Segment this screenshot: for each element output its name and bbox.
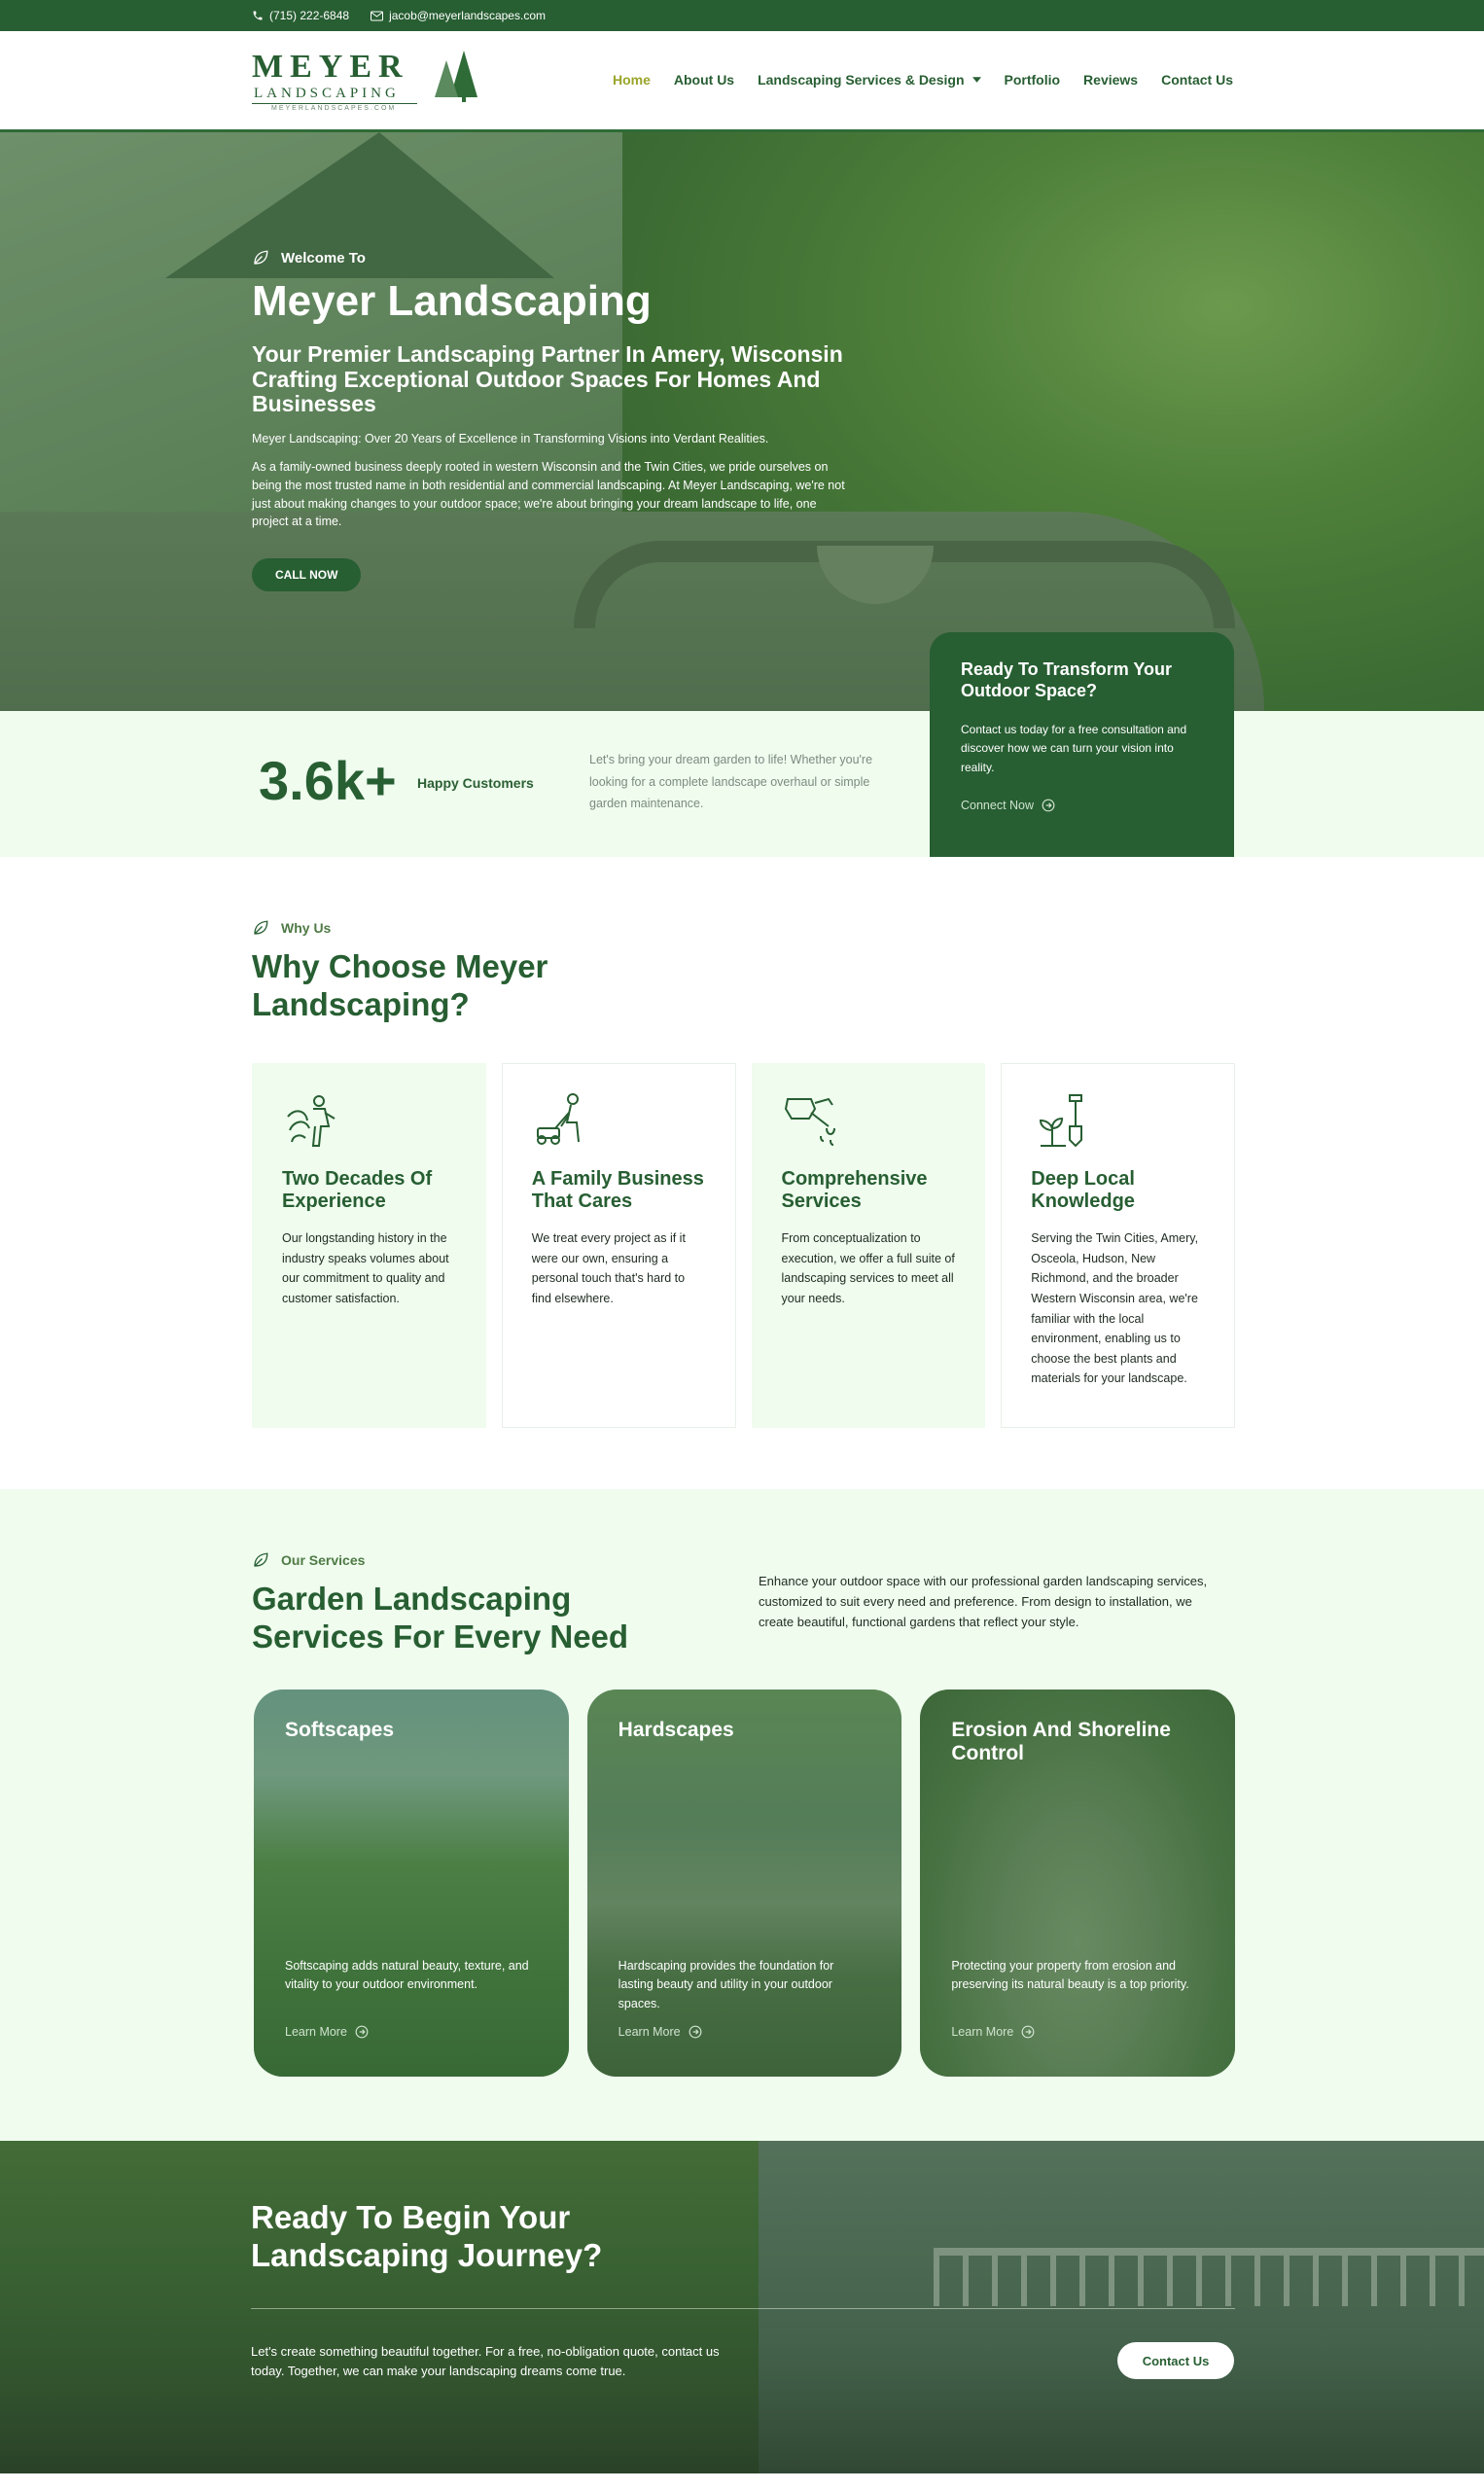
why-card-title: Comprehensive Services [781, 1168, 928, 1212]
lawn-mower-icon [532, 1091, 590, 1150]
why-card [252, 1063, 486, 1428]
connect-now-link[interactable] [961, 799, 1203, 812]
hero-subtitle: Your Premier Landscaping Partner In Amery, Wisconsin Crafting Exceptional Outdoor Spaces For Homes And Businesses [252, 341, 843, 416]
service-card-text: Hardscaping provides the foundation for lasting beauty and utility in your outdoor spaces. [618, 1959, 834, 2010]
why-card-text: From conceptualization to execution, we offer a full suite of landscaping services to meet all your needs. [781, 1231, 955, 1305]
why-card-text: We treat every project as if it were our own, ensuring a personal touch that's hard to find elsewhere. [531, 1231, 686, 1305]
top-bar [0, 0, 1484, 31]
gardener-icon [282, 1091, 340, 1150]
hero-section [0, 132, 1484, 711]
connect-now-label: Connect Now [961, 798, 1035, 812]
hero-eyebrow [252, 249, 855, 267]
hero-title: Meyer Landscaping [252, 277, 652, 325]
arrow-circle-icon [1021, 2025, 1035, 2039]
nav-reviews[interactable]: Reviews [1083, 72, 1139, 88]
why-card-title: Deep Local Knowledge [1031, 1168, 1135, 1212]
cta-divider [251, 2308, 1235, 2309]
why-card-text: Serving the Twin Cities, Amery, Osceola, Hudson, New Richmond, and the broader Western Wisconsin area, we're familiar with the local environment, enabling us to choose the best plants and materials for your landscape. [1031, 1231, 1199, 1386]
cta-text: Let's create something beautiful together. For a free, no-obligation quote, contact us today. Together, we can make your landscaping dreams come true. [251, 2344, 720, 2379]
arrow-circle-icon [1042, 799, 1055, 812]
site-header [0, 31, 1484, 132]
learn-more-label: Learn More [285, 2025, 347, 2039]
learn-more-label: Learn More [951, 2025, 1014, 2039]
nav-services[interactable] [758, 72, 980, 88]
learn-more-link[interactable] [285, 2025, 369, 2039]
service-card-hardscapes[interactable] [587, 1690, 902, 2077]
call-now-button[interactable]: CALL NOW [252, 558, 361, 591]
learn-more-link[interactable] [951, 2025, 1035, 2039]
hero-body: As a family-owned business deeply rooted in western Wisconsin and the Twin Cities, we pride ourselves on being the most trusted name in both residential and commercial landscaping. At Meyer Landscaping, we're not just about making changes to your outdoor space; we're about bringing your dream landscape to life, one project at a time. [252, 460, 845, 529]
service-card-text: Softscaping adds natural beauty, texture, and vitality to your outdoor environment. [285, 1959, 529, 1992]
ready-card-text: Contact us today for a free consultation and discover how we can turn your vision into reality. [961, 723, 1187, 774]
arrow-circle-icon [355, 2025, 369, 2039]
stat-text: Let's bring your dream garden to life! Whether you're looking for a complete landscape overhaul or simple garden maintenance. [589, 753, 873, 810]
leaf-icon [252, 1551, 269, 1569]
service-card-softscapes[interactable] [254, 1690, 569, 2077]
nav-services-label: Landscaping Services & Design [758, 72, 965, 88]
services-eyebrow-text: Our Services [281, 1552, 366, 1568]
main-nav [613, 72, 1233, 88]
service-card-title: Hardscapes [618, 1719, 734, 1741]
why-card-title: Two Decades Of Experience [282, 1168, 433, 1212]
page-bottom [0, 2473, 1484, 2490]
stat-label: Happy Customers [417, 775, 534, 791]
why-card [1001, 1063, 1235, 1428]
learn-more-link[interactable] [618, 2025, 702, 2039]
why-card-text: Our longstanding history in the industry speaks volumes about our commitment to quality and customer satisfaction. [282, 1231, 449, 1305]
card-overlay [254, 1690, 569, 2077]
pine-tree-icon [429, 49, 485, 103]
logo-line-3: MEYERLANDSCAPES.COM [271, 105, 397, 112]
why-cards [252, 1063, 1235, 1428]
why-eyebrow [252, 919, 331, 937]
chevron-down-icon [972, 77, 981, 83]
contact-us-button[interactable]: Contact Us [1117, 2342, 1234, 2379]
learn-more-label: Learn More [618, 2025, 681, 2039]
service-card-title: Erosion And Shoreline Control [951, 1719, 1171, 1765]
leaf-icon [252, 919, 269, 937]
why-title: Why Choose Meyer Landscaping? [252, 948, 548, 1022]
ready-card [930, 632, 1234, 857]
hero-intro: Meyer Landscaping: Over 20 Years of Excellence in Transforming Visions into Verdant Realities. [252, 432, 769, 446]
service-cards [254, 1690, 1235, 2077]
phone-text: (715) 222-6848 [269, 9, 350, 22]
logo-line-2: LANDSCAPING [254, 86, 400, 101]
email-contact[interactable] [371, 9, 546, 22]
hero-eyebrow-text: Welcome To [281, 249, 366, 267]
shovel-plant-icon [1031, 1091, 1089, 1150]
watering-can-icon [782, 1091, 840, 1150]
logo-rule [252, 103, 417, 104]
hero-content [252, 249, 855, 591]
services-eyebrow [252, 1551, 365, 1569]
phone-icon [252, 10, 264, 21]
cta-section [0, 2141, 1484, 2473]
card-overlay [587, 1690, 902, 2077]
email-text: jacob@meyerlandscapes.com [389, 9, 546, 22]
nav-home[interactable]: Home [612, 72, 651, 88]
service-card-erosion[interactable] [920, 1690, 1235, 2077]
mail-icon [371, 11, 383, 21]
why-eyebrow-text: Why Us [281, 920, 332, 936]
cta-title: Ready To Begin Your Landscaping Journey? [251, 2199, 603, 2273]
leaf-icon [252, 249, 269, 267]
service-card-title: Softscapes [285, 1719, 395, 1741]
service-card-text: Protecting your property from erosion and preserving its natural beauty is a top priority. [951, 1959, 1189, 1992]
why-card [502, 1063, 736, 1428]
arrow-circle-icon [689, 2025, 702, 2039]
logo[interactable] [252, 49, 485, 117]
nav-contact[interactable]: Contact Us [1161, 72, 1233, 88]
why-card [752, 1063, 986, 1428]
stat-number: 3.6k+ [259, 750, 397, 811]
why-card-title: A Family Business That Cares [531, 1168, 704, 1212]
cta-overlay [0, 2141, 1484, 2473]
phone-contact[interactable] [252, 9, 349, 22]
ready-card-title: Ready To Transform Your Outdoor Space? [961, 659, 1173, 700]
services-text: Enhance your outdoor space with our professional garden landscaping services, customized to suit every need and preference. From design to installation, we create beautiful, functional gardens that reflect your style. [759, 1574, 1208, 1629]
logo-line-1: MEYER [252, 49, 409, 85]
nav-about[interactable]: About Us [673, 72, 735, 88]
services-title: Garden Landscaping Services For Every Need [252, 1581, 629, 1654]
nav-portfolio[interactable]: Portfolio [1004, 72, 1061, 88]
